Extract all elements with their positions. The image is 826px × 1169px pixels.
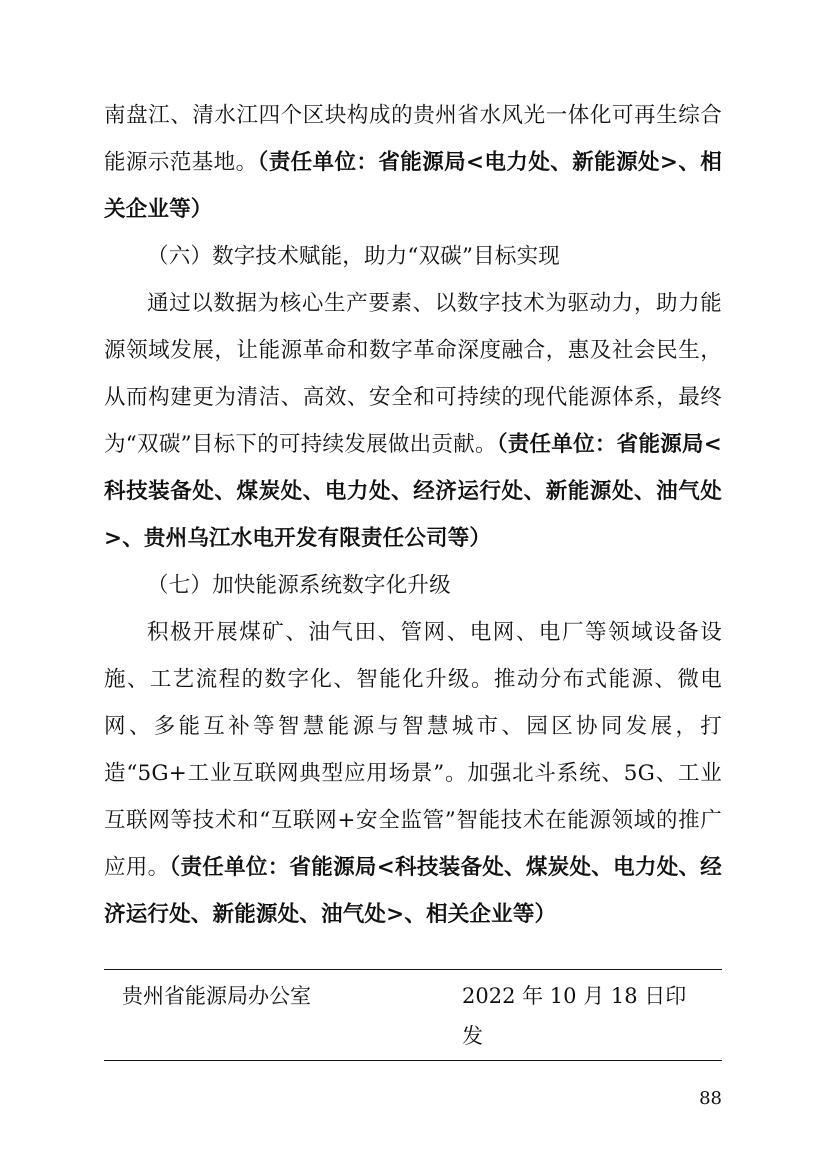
section-six-body xyxy=(104,280,722,562)
footer-issue-date: 2022 年 10 月 18 日印发 xyxy=(462,984,687,1048)
footer-bottom-divider xyxy=(104,1060,722,1061)
section-heading-six xyxy=(104,233,722,280)
text-run: （七）加快能源系统数字化升级 xyxy=(147,573,451,598)
page-number: 88 xyxy=(699,1088,722,1109)
text-run: 积极开展煤矿、油气田、管网、电网、电厂等领域设备设施、工艺流程的数字化、智能化升级。推动分布式能源、微电网、多能互补等智慧能源与智慧城市、园区协同发展，打造“5G+工业互联网典型应用场景”。加强北斗系统、5G、工业互联网等技术和“互联网+安全监管”智能技术在能源领域的推广应用。 xyxy=(104,620,722,880)
footer-row xyxy=(104,976,722,1056)
responsible-unit-annotation: （责任单位：省能源局<科技装备处、煤炭处、电力处、经济运行处、新能源处、油气处>、相关企业等） xyxy=(104,855,722,927)
text-run: 通过以数据为核心生产要素、以数字技术为驱动力，助力能源领域发展，让能源革命和数字革命深度融合，惠及社会民生，从而构建更为清洁、高效、安全和可持续的现代能源体系，最终为“双碳”目标下的可持续发展做出贡献。 xyxy=(104,291,722,457)
section-seven-body xyxy=(104,609,722,938)
section-heading-seven xyxy=(104,562,722,609)
responsible-unit-annotation: （责任单位：省能源局<科技装备处、煤炭处、电力处、经济运行处、新能源处、油气处>、贵州乌江水电开发有限责任公司等） xyxy=(104,432,722,551)
text-run: （六）数字技术赋能，助力“双碳”目标实现 xyxy=(147,244,560,269)
text-run: 南盘江、清水江四个区块构成的贵州省水风光一体化可再生综合能源示范基地。 xyxy=(104,103,722,175)
page-footer xyxy=(104,969,722,1061)
document-body xyxy=(104,92,722,938)
footer-issuer: 贵州省能源局办公室 xyxy=(122,984,311,1008)
responsible-unit-annotation: （责任单位：省能源局<电力处、新能源处>、相关企业等） xyxy=(104,150,723,222)
paragraph-continuation xyxy=(104,92,722,233)
footer-top-divider xyxy=(104,969,722,970)
